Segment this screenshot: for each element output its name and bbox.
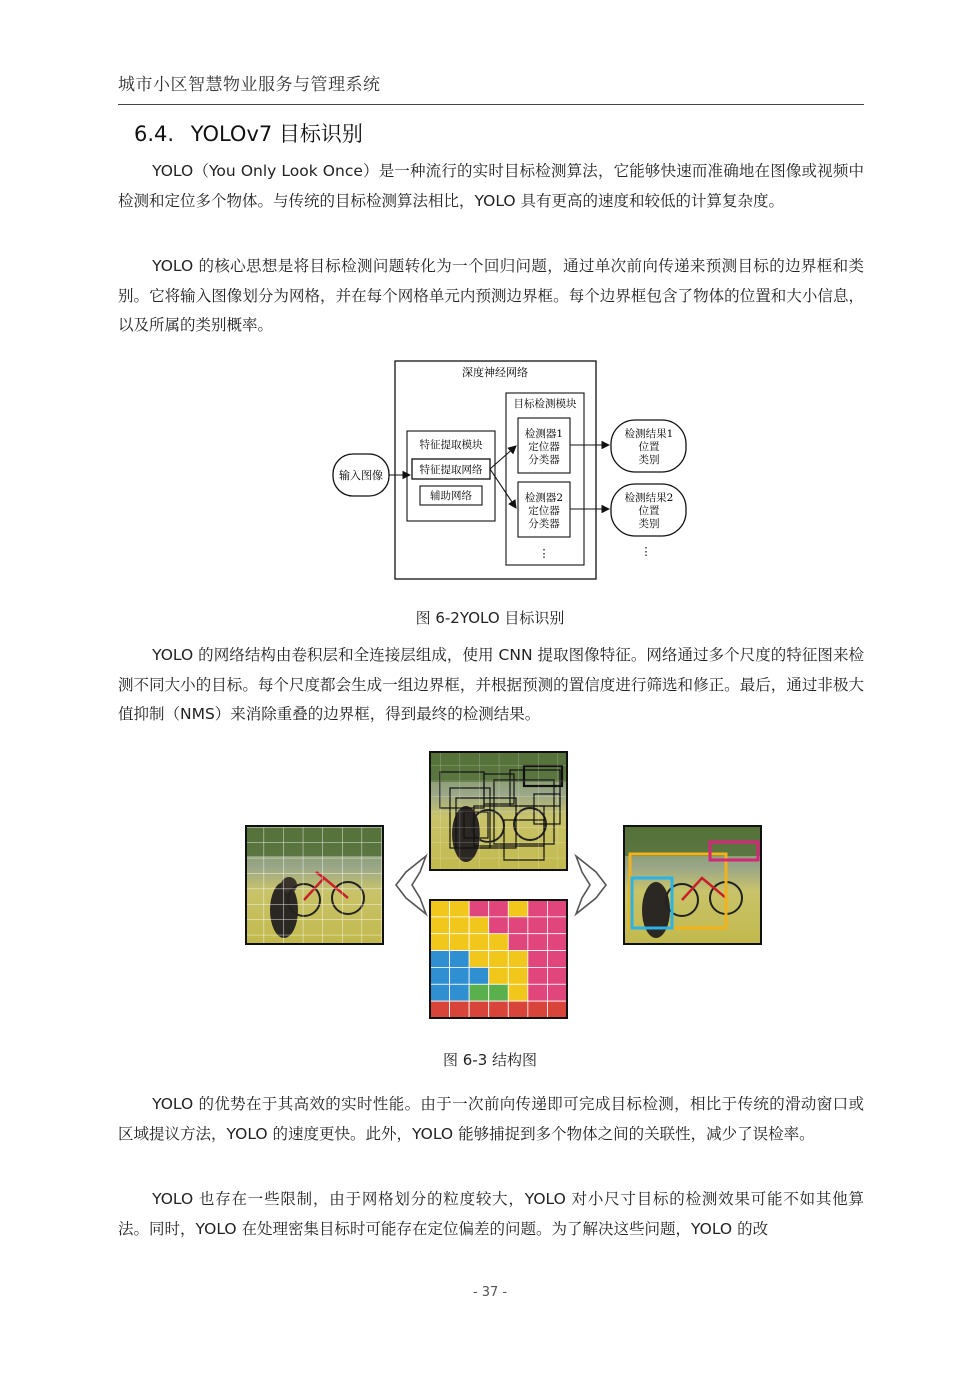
figure-6-2-caption: 图 6-2YOLO 目标识别 bbox=[415, 609, 565, 627]
yolo-grid-illustration bbox=[244, 750, 764, 1022]
section-title: YOLOv7 目标识别 bbox=[190, 122, 363, 146]
prob-cell bbox=[430, 967, 450, 984]
paragraph-5: YOLO 也存在一些限制，由于网格划分的粒度较大，YOLO 对小尺寸目标的检测效果可能不如其他算法。同时，YOLO 在处理密集目标时可能存在定位偏差的问题。为了解决这些问题，YOLO 的改 bbox=[118, 1190, 864, 1238]
aux-network-label: 辅助网络 bbox=[430, 490, 472, 502]
prob-cell bbox=[430, 984, 450, 1001]
prob-cell bbox=[547, 934, 567, 951]
prob-cell bbox=[430, 917, 450, 934]
prob-cell bbox=[528, 934, 548, 951]
prob-cell bbox=[450, 967, 470, 984]
detector-2-locator: 定位器 bbox=[528, 505, 560, 517]
prob-cell bbox=[528, 984, 548, 1001]
prob-cell bbox=[489, 951, 509, 968]
prob-cell bbox=[528, 951, 548, 968]
left-split-arrow bbox=[396, 856, 426, 914]
result-1-name: 检测结果1 bbox=[624, 428, 674, 440]
prob-cell bbox=[528, 967, 548, 984]
prob-cell bbox=[450, 917, 470, 934]
prob-cell bbox=[450, 934, 470, 951]
prob-cell bbox=[547, 1001, 567, 1018]
prob-cell bbox=[430, 951, 450, 968]
detector-ellipsis: ⋮ bbox=[538, 547, 550, 560]
class-probability-map bbox=[430, 900, 567, 1018]
prob-cell bbox=[469, 900, 489, 917]
prob-cell bbox=[469, 984, 489, 1001]
prob-cell bbox=[547, 900, 567, 917]
yolo-architecture-diagram bbox=[330, 358, 692, 584]
prob-cell bbox=[469, 967, 489, 984]
prob-cell bbox=[508, 951, 528, 968]
prob-cell bbox=[528, 917, 548, 934]
result-2-name: 检测结果2 bbox=[624, 492, 674, 504]
prob-cell bbox=[508, 1001, 528, 1018]
input-image-panel bbox=[246, 826, 383, 944]
running-header: 城市小区智慧物业服务与管理系统 bbox=[118, 75, 381, 95]
prob-cell bbox=[469, 951, 489, 968]
prob-cell bbox=[508, 984, 528, 1001]
prob-cell bbox=[489, 984, 509, 1001]
detector-1-classifier: 分类器 bbox=[528, 454, 560, 466]
prob-cell bbox=[469, 934, 489, 951]
detector-2-classifier: 分类器 bbox=[528, 518, 560, 530]
prob-cell bbox=[450, 1001, 470, 1018]
prob-cell bbox=[489, 917, 509, 934]
prob-cell bbox=[508, 967, 528, 984]
final-detections-panel bbox=[624, 826, 761, 944]
prob-cell bbox=[489, 934, 509, 951]
input-label: 输入图像 bbox=[339, 469, 383, 482]
page-number: - 37 - bbox=[472, 1285, 508, 1300]
detector-1-name: 检测器1 bbox=[524, 428, 564, 440]
right-merge-arrow bbox=[576, 856, 606, 914]
paragraph-1: YOLO（You Only Look Once）是一种流行的实时目标检测算法，它能够快速而准确地在图像或视频中检测和定位多个物体。与传统的目标检测算法相比，YOLO 具有更高的速度和较低的计算复杂度。 bbox=[118, 162, 864, 210]
feature-to-detector2-arrow bbox=[490, 469, 516, 508]
dnn-label: 深度神经网络 bbox=[462, 366, 528, 379]
detector-1-locator: 定位器 bbox=[528, 441, 560, 453]
bounding-boxes-panel bbox=[430, 752, 567, 870]
prob-cell bbox=[547, 984, 567, 1001]
prob-cell bbox=[450, 984, 470, 1001]
prob-cell bbox=[547, 951, 567, 968]
prob-cell bbox=[450, 951, 470, 968]
prob-cell bbox=[430, 900, 450, 917]
prob-cell bbox=[489, 1001, 509, 1018]
prob-cell bbox=[489, 900, 509, 917]
prob-cell bbox=[489, 967, 509, 984]
paragraph-2: YOLO 的核心思想是将目标检测问题转化为一个回归问题，通过单次前向传递来预测目标的边界框和类别。它将输入图像划分为网格，并在每个网格单元内预测边界框。每个边界框包含了物体的位置和大小信息，以及所属的类别概率。 bbox=[118, 257, 864, 334]
result-ellipsis: ⋮ bbox=[640, 545, 652, 558]
result-2-position: 位置 bbox=[638, 505, 660, 517]
feature-to-detector1-arrow bbox=[490, 446, 516, 469]
prob-cell bbox=[469, 1001, 489, 1018]
prob-cell bbox=[508, 917, 528, 934]
detector-2-name: 检测器2 bbox=[524, 492, 564, 504]
prob-cell bbox=[528, 1001, 548, 1018]
result-1-position: 位置 bbox=[638, 441, 660, 453]
prob-cell bbox=[547, 917, 567, 934]
section-number: 6.4. bbox=[134, 122, 175, 146]
prob-cell bbox=[508, 900, 528, 917]
section-heading bbox=[134, 118, 363, 148]
header-rule bbox=[118, 104, 864, 105]
prob-cell bbox=[528, 900, 548, 917]
prob-cell bbox=[508, 934, 528, 951]
prob-cell bbox=[430, 934, 450, 951]
prob-cell bbox=[450, 900, 470, 917]
result-1-class: 类别 bbox=[638, 454, 660, 466]
feature-network-label: 特征提取网络 bbox=[419, 464, 483, 476]
prob-cell bbox=[430, 1001, 450, 1018]
paragraph-4: YOLO 的优势在于其高效的实时性能。由于一次前向传递即可完成目标检测，相比于传统的滑动窗口或区域提议方法，YOLO 的速度更快。此外，YOLO 能够捕捉到多个物体之间的关联性，减少了误检率。 bbox=[118, 1095, 864, 1143]
figure-6-3-caption: 图 6-3 结构图 bbox=[442, 1051, 538, 1069]
result-2-class: 类别 bbox=[638, 518, 660, 530]
feature-module-label: 特征提取模块 bbox=[419, 439, 483, 451]
paragraph-3: YOLO 的网络结构由卷积层和全连接层组成，使用 CNN 提取图像特征。网络通过多个尺度的特征图来检测不同大小的目标。每个尺度都会生成一组边界框，并根据预测的置信度进行筛选和修正。最后，通过非极大值抑制（NMS）来消除重叠的边界框，得到最终的检测结果。 bbox=[118, 646, 864, 723]
prob-cell bbox=[469, 917, 489, 934]
detect-module-label: 目标检测模块 bbox=[513, 398, 577, 410]
prob-cell bbox=[547, 967, 567, 984]
